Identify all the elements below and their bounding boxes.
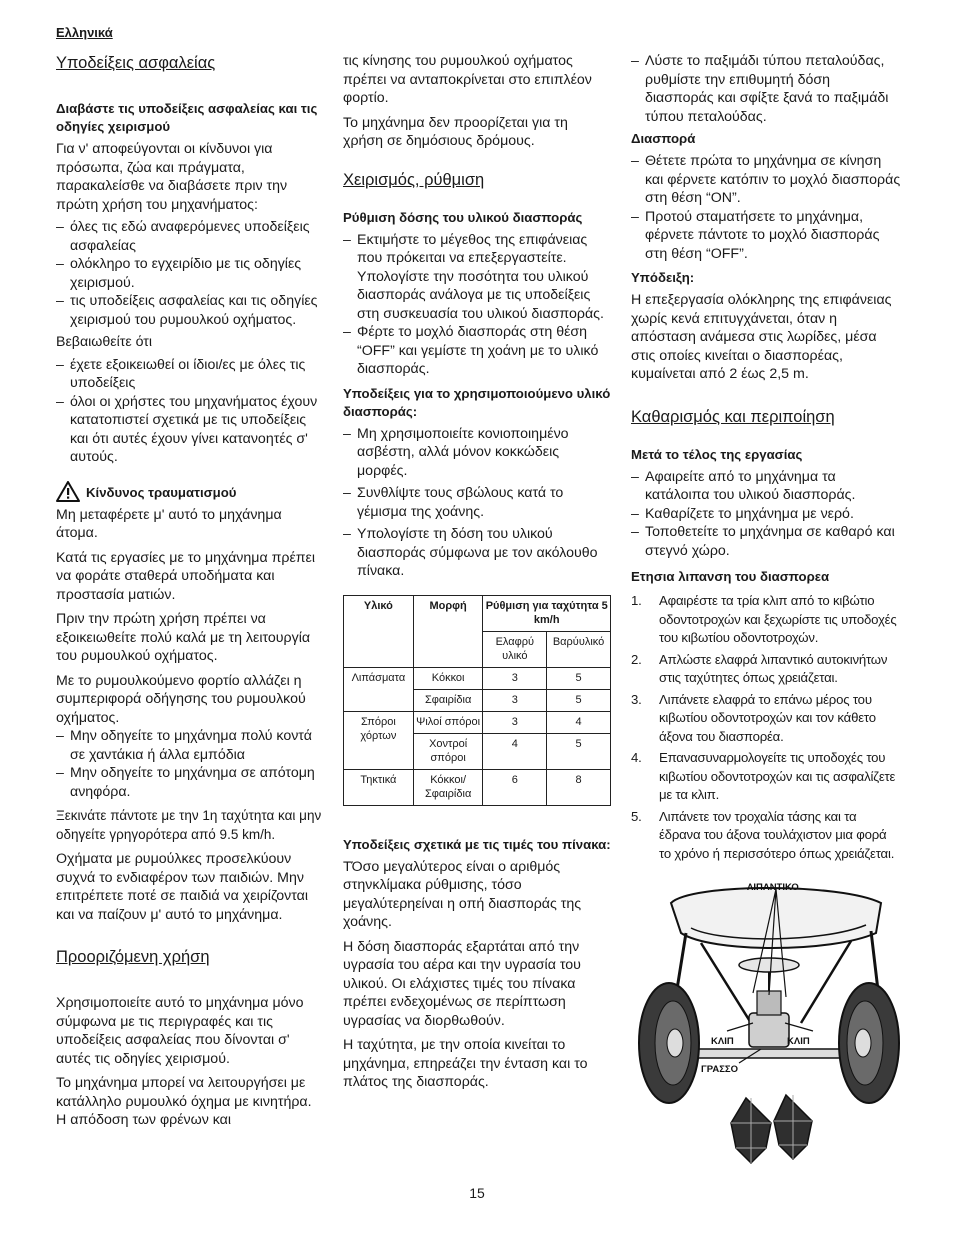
list-item: – Θέτετε πρώτα το μηχάνημα σε κίνηση και φέρνετε κατόπιν το μοχλό διασποράς στη θέση “ON”. xyxy=(631,152,901,208)
list-item: – Συνθλίψτε τους σβώλους κατά το γέμισμα της χοάνης. xyxy=(343,484,611,521)
list-item: – Καθαρίζετε το μηχάνημα με νερό. xyxy=(631,505,901,524)
header-setting: Ρύθμιση για ταχύτητα 5 km/h xyxy=(483,595,611,631)
cell-material: Λιπάσματα xyxy=(344,667,414,711)
header-light: Ελαφρύ υλικό xyxy=(483,631,547,667)
annual-lubrication-subheading: Ετησια λιπανση του διασπορεα xyxy=(631,569,830,584)
list-item xyxy=(631,651,901,688)
cell-form: Κόκκοι xyxy=(413,667,483,689)
column-1 xyxy=(56,52,324,1130)
cell-form: Ψιλοί σπόροι xyxy=(413,711,483,733)
table-row xyxy=(344,667,611,689)
cell-heavy: 8 xyxy=(547,769,611,805)
warning-triangle-icon xyxy=(56,481,80,502)
list-item xyxy=(631,749,901,805)
clip-label-right: ΚΛΙΠ xyxy=(787,1036,810,1047)
grease-label: ΓΡΑΣΣΟ xyxy=(701,1064,738,1075)
table-header-row xyxy=(344,595,611,631)
list-item: – Μη χρησιμοποιείτε κονιοποιημένο ασβέστη, αλλά μόνον κοκκώδεις μορφές. xyxy=(343,425,611,481)
lubrication-diagram xyxy=(631,873,901,1183)
cell-light: 3 xyxy=(483,711,547,733)
cell-material: Σπόροι χόρτων xyxy=(344,711,414,769)
values-paragraph: Η ταχύτητα, με την οποία κινείται το μηχάνημα, επηρεάζει την ένταση και το πλάτος της διασποράς. xyxy=(343,1037,588,1090)
continued-paragraph: τις κίνησης του ρυμουλκού οχήματος πρέπει να ανταποκρίνεται στο επιπλέον φορτίο. xyxy=(343,53,592,106)
list-item: – τις υποδείξεις ασφαλείας και τις οδηγίες χειρισμού του ρυμουλκού οχήματος. xyxy=(56,292,324,329)
intro-paragraph: Για ν' αποφεύγονται οι κίνδυνοι για πρόσωπα, ζώα και πράγματα, παρακαλείσθε να διαβάσετε πριν την πρώτη χρήση του μηχανήματος: xyxy=(56,141,288,213)
cell-form: Σφαιρίδια xyxy=(413,689,483,711)
list-item xyxy=(631,691,901,747)
hint-paragraph: Η επεξεργασία ολόκληρης της επιφάνειας χωρίς κενά επιτυγχάνεται, όταν η απόσταση ανάμεσα στις λωρίδες, μέσα στις οποίες κινείται ο διασπορέας, κυμαίνεται από 2 έως 2,5 m. xyxy=(631,292,892,382)
danger-paragraph: Με το ρυμουλκούμενο φορτίο αλλάζει η συμπεριφορά οδήγησης του ρυμουλκού οχήματος. xyxy=(56,672,306,726)
read-instructions-subheading: Διαβάστε τις υποδείξεις ασφαλείας και τις οδηγίες χειρισμού xyxy=(56,101,318,134)
list-item xyxy=(631,808,901,864)
material-list xyxy=(343,425,611,581)
list-item: – Μην οδηγείτε το μηχάνημα σε απότομη ανηφόρα. xyxy=(56,764,324,801)
cell-heavy: 5 xyxy=(547,733,611,769)
list-item: – όλοι οι χρήστες του μηχανήματος έχουν κατατοπιστεί σχετικά με τις υποδείξεις και ότι αυτές έχουν γίνει κατανοητές σ' αυτούς. xyxy=(56,393,324,467)
item-number: 2. xyxy=(631,651,642,667)
ensure-paragraph: Βεβαιωθείτε ότι xyxy=(56,334,153,350)
cell-form: Κόκκοι/ Σφαιρίδια xyxy=(413,769,483,805)
header-material: Υλικό xyxy=(344,595,414,667)
list-item: – όλες τις εδώ αναφερόμενες υποδείξεις ασφαλείας xyxy=(56,218,324,255)
wing-nut-list xyxy=(631,52,901,126)
item-text: Επανασυναρμολογείτε τις υποδοχές του κιβωτίου οδοντοτροχών και τις ασφαλίζετε με τα κλιπ. xyxy=(659,750,896,802)
header-form: Μορφή xyxy=(413,595,483,667)
material-subheading: Υποδείξεις για το χρησιμοποιούμενο υλικό διασποράς: xyxy=(343,385,611,419)
spreading-subheading: Διασπορά xyxy=(631,131,696,146)
danger-paragraph: Μη μεταφέρετε μ' αυτό το μηχάνημα άτομα. xyxy=(56,506,282,541)
hint-subheading: Υπόδειξη: xyxy=(631,270,695,285)
table-row xyxy=(344,711,611,733)
list-item: – Εκτιμήστε το μέγεθος της επιφάνειας που πρόκειται να επεξεργαστείτε. Υπολογίστε την ποσότητα του υλικού διασποράς ανάλογα με τις υποδείξεις στη συσκευασία του υλικού διασποράς. xyxy=(343,231,611,324)
danger-heading xyxy=(56,481,324,502)
list-item: – Λύστε το παξιμάδι τύπου πεταλούδας, ρυθμίστε την επιθυμητή δόση διασποράς και σφίξτε ξανά το παξιμάδι τύπου πεταλούδας. xyxy=(631,52,901,126)
list-item: – Υπολογίστε τη δόση του υλικού διασποράς σύμφωνα με τον ακόλουθο πίνακα. xyxy=(343,525,611,581)
dose-subheading: Ρύθμιση δόσης του υλικού διασποράς xyxy=(343,209,583,225)
dose-list xyxy=(343,231,611,379)
list-item: – έχετε εξοικειωθεί οι ίδιοι/ες με όλες τις υποδείξεις xyxy=(56,356,324,393)
cell-heavy: 4 xyxy=(547,711,611,733)
item-number: 3. xyxy=(631,691,642,707)
cell-heavy: 5 xyxy=(547,689,611,711)
danger-paragraph: Κατά τις εργασίες με το μηχάνημα πρέπει να φοράτε σταθερά υποδήματα και προστασία ματιών. xyxy=(56,549,316,603)
list-item: – Τοποθετείτε το μηχάνημα σε καθαρό και στεγνό χώρο. xyxy=(631,523,901,560)
item-number: 1. xyxy=(631,593,642,608)
intended-use-heading: Προοριζόμενη χρήση xyxy=(56,948,210,966)
cleaning-heading: Καθαρισμός και περιποίηση xyxy=(631,407,835,426)
annual-lubrication-list xyxy=(631,592,901,863)
cell-light: 4 xyxy=(483,733,547,769)
list-item: – ολόκληρο το εγχειρίδιο με τις οδηγίες χειρισμού. xyxy=(56,255,324,292)
cell-form: Χοντροί σπόροι xyxy=(413,733,483,769)
children-paragraph: Οχήματα με ρυμούλκες προσελκύουν συχνά το ενδιαφέρον των παιδιών. Μην επιτρέπετε ποτέ σε παιδιά να χειρίζονται και να παίζουν μ' αυτό το μηχάνημα. xyxy=(56,851,308,923)
speed-paragraph: Ξεκινάτε πάντοτε με την 1η ταχύτητα και μην οδηγείτε γρηγορότερα από 9.5 km/h. xyxy=(56,808,322,842)
list-item: – Αφαιρείτε από το μηχάνημα τα κατάλοιπα του υλικού διασποράς. xyxy=(631,468,901,505)
page-number: 15 xyxy=(469,1185,485,1201)
item-text: Απλώστε ελαφρά λιπαντικό αυτοκινήτων στις ταχύτητες όπως χρειάζεται. xyxy=(659,651,888,685)
danger-list xyxy=(56,727,324,801)
values-paragraph: ΤΌσο μεγαλύτερος είναι ο αριθμός στηνκλίμακα ρύθμισης, τόσο μεγαλύτερηείναι η οπή διασποράς της χοάνης. xyxy=(343,858,582,930)
list-item: – Προτού σταματήσετε το μηχάνημα, φέρνετε πάντοτε το μοχλό διασποράς στη θέση “OFF”. xyxy=(631,208,901,264)
values-subheading: Υποδείξεις σχετικά με τις τιμές του πίνακα: xyxy=(343,836,611,852)
danger-paragraph: Πριν την πρώτη χρήση πρέπει να εξοικειωθείτε πολύ καλά με τη λειτουργία του ρυμουλκού οχήματος. xyxy=(56,611,311,664)
operation-heading: Χειρισμός, ρύθμιση xyxy=(343,170,485,189)
danger-title: Κίνδυνος τραυματισμού xyxy=(86,484,237,500)
lubricant-label: ΛΙΠΑΝΤΙΚΟ xyxy=(747,882,799,893)
cell-light: 6 xyxy=(483,769,547,805)
table-row xyxy=(344,769,611,805)
header-heavy: Βαρύυλικό xyxy=(547,631,611,667)
clip-label-left: ΚΛΙΠ xyxy=(711,1036,734,1047)
after-work-subheading: Μετά το τέλος της εργασίας xyxy=(631,446,803,462)
column-2 xyxy=(343,52,611,1092)
list-item: – Φέρτε το μοχλό διασποράς στη θέση “OFF” και γεμίστε τη χοάνη με το υλικό διασποράς. xyxy=(343,323,611,379)
ensure-list xyxy=(56,356,324,467)
spreader-illustration xyxy=(631,873,901,1183)
list-item xyxy=(631,592,901,648)
item-number: 5. xyxy=(631,808,642,824)
item-text: Λιπάνετε τον τροχαλία τάσης και τα έδρανα του άξονα τουλάχιστον μια φορά το χρόνο ή περισσότερο όπως χρειάζεται. xyxy=(659,808,895,861)
safety-heading: Υποδείξεις ασφαλείας xyxy=(56,54,216,72)
list-item: – Μην οδηγείτε το μηχάνημα πολύ κοντά σε χαντάκια ή άλλα εμπόδια xyxy=(56,727,324,764)
cell-heavy: 5 xyxy=(547,667,611,689)
use-paragraph: Το μηχάνημα μπορεί να λειτουργήσει με κατάλληλο ρυμουλκό όχημα με κινητήρα. Η απόδοση των φρένων και xyxy=(56,1075,312,1128)
values-paragraph: Η δόση διασποράς εξαρτάται από την υγρασία του αέρα και την υγρασία του υλικού. Οι ελάχιστες τιμές του πίνακα πρέπει ενδεχομένως σε περίπτωση υγρασίας να διορθωθούν. xyxy=(343,938,581,1029)
read-list xyxy=(56,218,324,329)
item-text: Λιπάνετε ελαφρά το επάνω μέρος του κιβωτίου οδοντοτροχών και τον κάθετο άξονα του διασπορέα. xyxy=(659,691,876,744)
after-work-list xyxy=(631,468,901,561)
item-number: 4. xyxy=(631,750,642,765)
cell-material: Τηκτικά xyxy=(344,769,414,805)
column-3 xyxy=(631,52,901,1183)
spread-rate-table xyxy=(343,595,611,806)
item-text: Αφαιρέστε τα τρία κλιπ από το κιβώτιο οδοντοτροχών και ξεχωρίστε τις υποδοχές του κιβωτίου οδοντοτροχών. xyxy=(659,593,897,645)
use-paragraph: Χρησιμοποιείτε αυτό το μηχάνημα μόνο σύμφωνα με τις περιγραφές και τις υποδείξεις ασφαλείας που δίνονται σ' αυτές τις οδηγίες χειρισμού. xyxy=(56,995,304,1067)
cell-light: 3 xyxy=(483,667,547,689)
cell-light: 3 xyxy=(483,689,547,711)
language-label: Ελληνικά xyxy=(56,25,113,40)
continued-paragraph: Το μηχάνημα δεν προορίζεται για τη χρήση σε δημόσιους δρόμους. xyxy=(343,114,568,149)
spreading-list xyxy=(631,152,901,263)
